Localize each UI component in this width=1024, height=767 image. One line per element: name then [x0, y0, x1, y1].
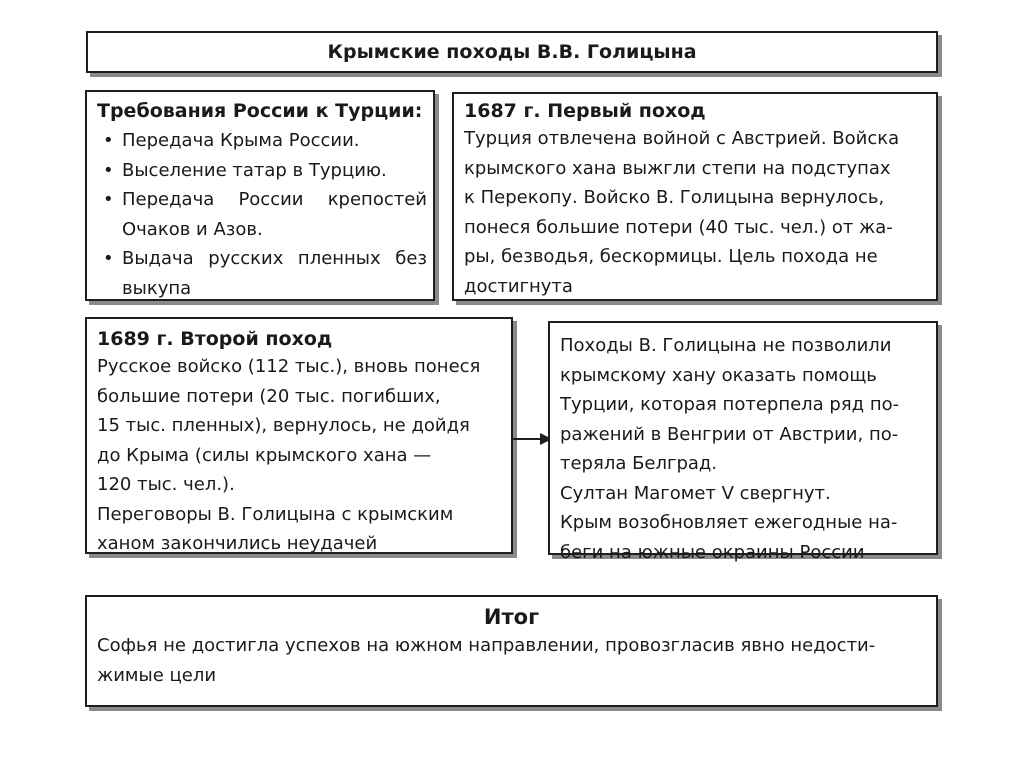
demand-item: [97, 244, 427, 303]
second-campaign-line: 15 тыс. пленных), вернулось, не дойдя: [97, 415, 470, 436]
outcome-line: Походы В. Голицына не позволили: [560, 335, 892, 356]
first-campaign-line: Турция отвлечена войной с Австрией. Войска: [464, 128, 900, 149]
demands-heading: Требования России к Турции:: [97, 100, 423, 122]
summary-heading: Итог: [483, 605, 540, 629]
second-campaign-line: до Крыма (силы крымского хана —: [97, 444, 432, 466]
first-campaign-line: понеся большие потери (40 тыс. чел.) от жа-: [464, 216, 893, 238]
arrow-right-icon: [512, 431, 552, 447]
demand-text: Выселение татар в Турцию.: [122, 159, 387, 181]
outcome-line: Турции, которая потерпела ряд по-: [560, 394, 900, 415]
diagram-title-box: [86, 31, 938, 73]
bullet-icon: •: [103, 159, 114, 181]
demand-item: [97, 156, 427, 186]
outcome-line: Султан Магомет V свергнут.: [560, 482, 831, 504]
first-campaign-heading: 1687 г. Первый поход: [464, 100, 706, 122]
demand-item: [97, 126, 427, 156]
outcome-line: ражений в Венгрии от Австрии, по-: [560, 423, 899, 445]
demand-text: Передача Крыма России.: [122, 130, 360, 151]
bullet-icon: •: [103, 130, 114, 151]
second-campaign-line: 120 тыс. чел.).: [97, 474, 235, 495]
second-campaign-box: [85, 317, 513, 554]
second-campaign-line: Русское войско (112 тыс.), вновь понеся: [97, 356, 481, 377]
outcome-line: теряла Белград.: [560, 453, 718, 474]
first-campaign-line: ры, безводья, бескормицы. Цель похода не: [464, 246, 878, 267]
bullet-icon: •: [103, 248, 114, 269]
outcome-line: крымскому хану оказать помощь: [560, 364, 877, 386]
outcome-line: беги на южные окраины России: [560, 541, 865, 563]
second-campaign-heading: 1689 г. Второй поход: [97, 328, 333, 350]
demand-text: Передача России крепостей Очаков и Азов.: [122, 189, 427, 240]
summary-line: Софья не достигла успехов на южном направлении, провозгласив явно недости-: [97, 635, 876, 656]
first-campaign-line: к Перекопу. Войско В. Голицына вернулось,: [464, 187, 885, 208]
demand-text: Выдача русских пленных без выкупа: [122, 248, 427, 299]
second-campaign-line: большие потери (20 тыс. погибших,: [97, 385, 441, 407]
first-campaign-box: [452, 92, 938, 301]
first-campaign-line: достигнута: [464, 275, 573, 297]
summary-line: жимые цели: [97, 665, 217, 686]
bullet-icon: •: [103, 189, 114, 210]
demands-list: [97, 126, 427, 303]
russia-demands-box: [85, 90, 435, 301]
demand-item: [97, 185, 427, 244]
second-campaign-line: Переговоры В. Голицына с крымским: [97, 503, 454, 525]
outcome-line: Крым возобновляет ежегодные на-: [560, 512, 898, 533]
campaign-outcome-box: [548, 321, 938, 563]
summary-box: [85, 595, 938, 707]
diagram-title: Крымские походы В.В. Голицына: [327, 41, 697, 63]
second-campaign-line: ханом закончились неудачей: [97, 533, 378, 554]
first-campaign-line: крымского хана выжгли степи на подступах: [464, 157, 891, 179]
